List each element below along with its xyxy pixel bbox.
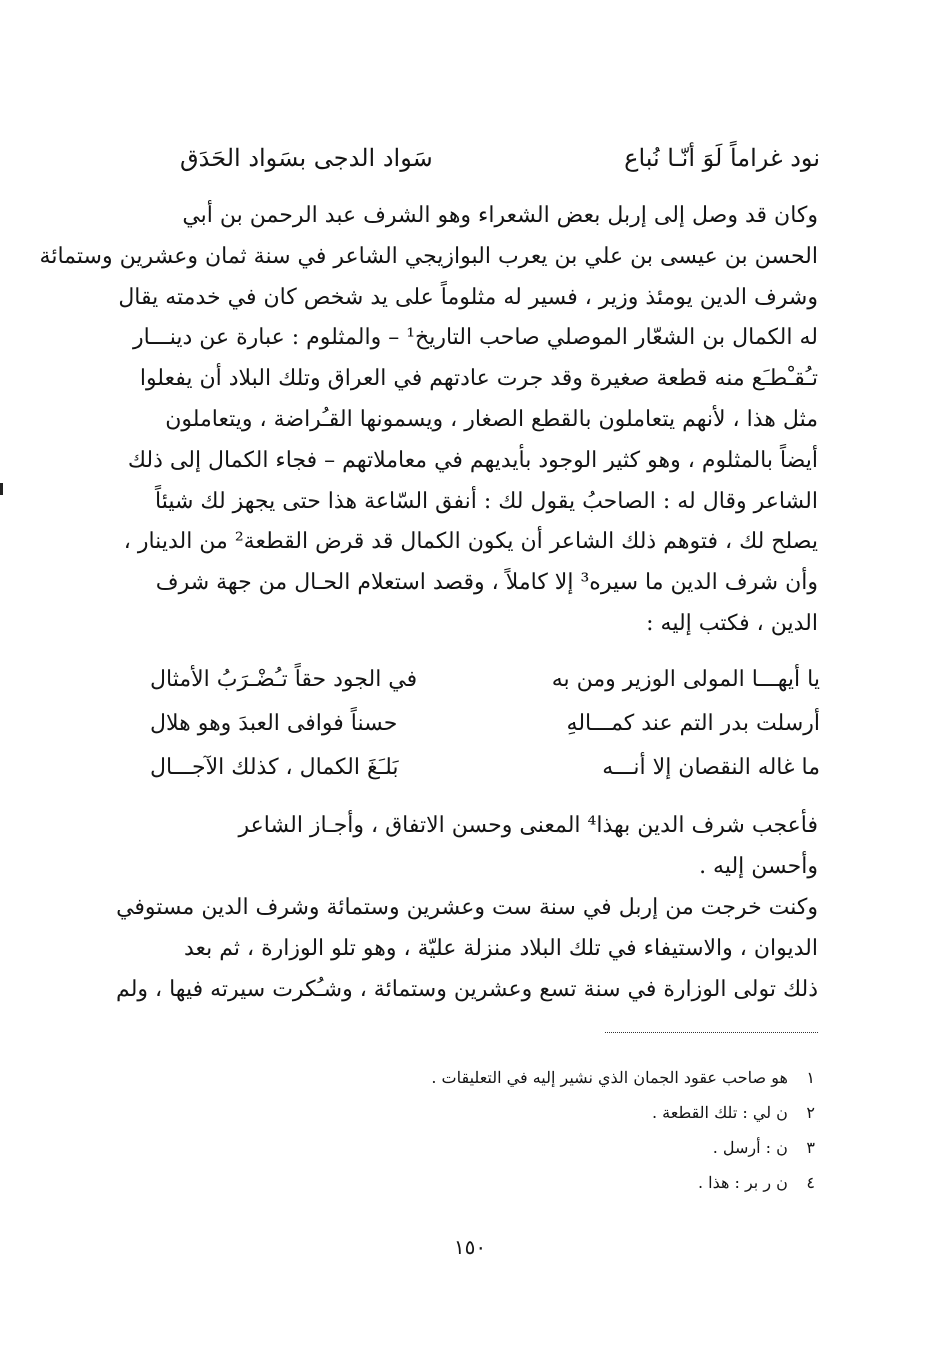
footnote (395, 1130, 815, 1165)
footnote-text: ن ر بر : هذا . (697, 1173, 788, 1192)
text-line: الشاعر وقال له : الصاحبُ يقول لك : أنفق السّاعة هذا حتى يجهز لك شيئاً (155, 488, 818, 514)
footnote-number: ٢ (806, 1103, 815, 1122)
footnote-number: ١ (806, 1068, 815, 1087)
paragraph-3 (118, 888, 818, 1010)
footnote (395, 1165, 815, 1200)
footnote (395, 1095, 815, 1130)
text-line: له الكمال بن الشعّار الموصلي صاحب التاريخ¹ – والمثلوم : عبارة عن دينـــار (133, 325, 818, 351)
text-line: الديوان ، والاستيفاء في تلك البلاد منزلة عليّة ، وهو تلو الوزارة ، ثم بعد (183, 935, 818, 961)
text-line: وأحسن إليه . (699, 853, 818, 879)
footnote-text: ن : أرسل . (712, 1138, 788, 1157)
poem (150, 658, 820, 790)
footnote-text: ن لي : تلك القطعة . (651, 1103, 788, 1122)
footnote (395, 1060, 815, 1095)
verse-second-hemistich: حسناً فوافى العبدَ وهو هلال (150, 711, 398, 736)
opening-verse (120, 138, 820, 178)
verse-first-hemistich: أرسلت بدر التم عند كمـــالهِ (566, 711, 820, 736)
verse (150, 658, 820, 702)
text-line: تـُقـْطـَع منه قطعة صغيرة وقد جرت عادتهم في العراق وتلك البلاد أن يفعلوا (139, 366, 818, 392)
text-line: الحسن بن عيسى بن علي بن يعرب البوازيجي الشاعر في سنة ثمان وعشرين وستمائة (39, 243, 818, 269)
text-line: وأن شرف الدين ما سيره³ إلا كاملاً ، وقصد استعلام الحـال من جهة شرف (155, 570, 818, 596)
footnote-text: هو صاحب عقود الجمان الذي نشير إليه في التعليقات . (431, 1068, 788, 1087)
text-line: ذلك تولى الوزارة في سنة تسع وعشرين وستمائة ، وشـُكرت سيرته فيها ، ولم (116, 976, 818, 1002)
text-line: وكنت خرجت من إربل في سنة ست وعشرين وستمائة وشرف الدين مستوفي (116, 895, 818, 920)
opening-verse-first-hemistich: نود غراماً لَوَ أنّـا نُباع (624, 144, 820, 172)
verse-first-hemistich: ما غاله النقصان إلا أنـــه (602, 755, 820, 780)
verse (150, 746, 820, 790)
footnotes (395, 1060, 815, 1200)
page-number: ١٥٠ (453, 1235, 487, 1259)
verse-second-hemistich: بَلـَغَ الكمال ، كذلك الآجـــال (150, 755, 399, 780)
footnote-number: ٤ (806, 1173, 815, 1192)
verse-first-hemistich: يا أيهـــا المولى الوزير ومن به (551, 667, 820, 692)
opening-verse-second-hemistich: سَواد الدجى بسَواد الحَدَق (180, 144, 433, 172)
footnote-separator (605, 1032, 818, 1033)
scan-edge-mark (0, 483, 3, 495)
text-line: فأعجب شرف الدين بهذا⁴ المعنى وحسن الاتفاق ، وأجـاز الشاعر (238, 813, 818, 838)
verse (150, 702, 820, 746)
footnote-number: ٣ (806, 1138, 815, 1157)
text-line: الدين ، فكتب إليه : (646, 610, 818, 636)
text-line: مثل هذا ، لأنهم يتعاملون بالقطع الصغار ، ويسمونها القـُراضة ، ويتعاملون (165, 406, 818, 432)
text-line: يصلح لك ، فتوهم ذلك الشاعر أن يكون الكمال قد قرض القطعة² من الدينار ، (123, 529, 818, 555)
text-line: وكان قد وصل إلى إربل بعض الشعراء وهو الشرف عبد الرحمن بن أبي (182, 203, 818, 228)
text-line: وشرف الدين يومئذ وزير ، فسير له مثلوماً على يد شخص كان في خدمته يقال (118, 284, 818, 310)
paragraph-2 (118, 806, 818, 888)
text-line: أيضاً بالمثلوم ، وهو كثير الوجود بأيديهم في معاملاتهم – فجاء الكمال إلى ذلك (127, 447, 818, 473)
paragraph-1 (39, 196, 818, 645)
verse-second-hemistich: في الجود حقاً تـُضْـرَبُ الأمثال (150, 667, 418, 692)
